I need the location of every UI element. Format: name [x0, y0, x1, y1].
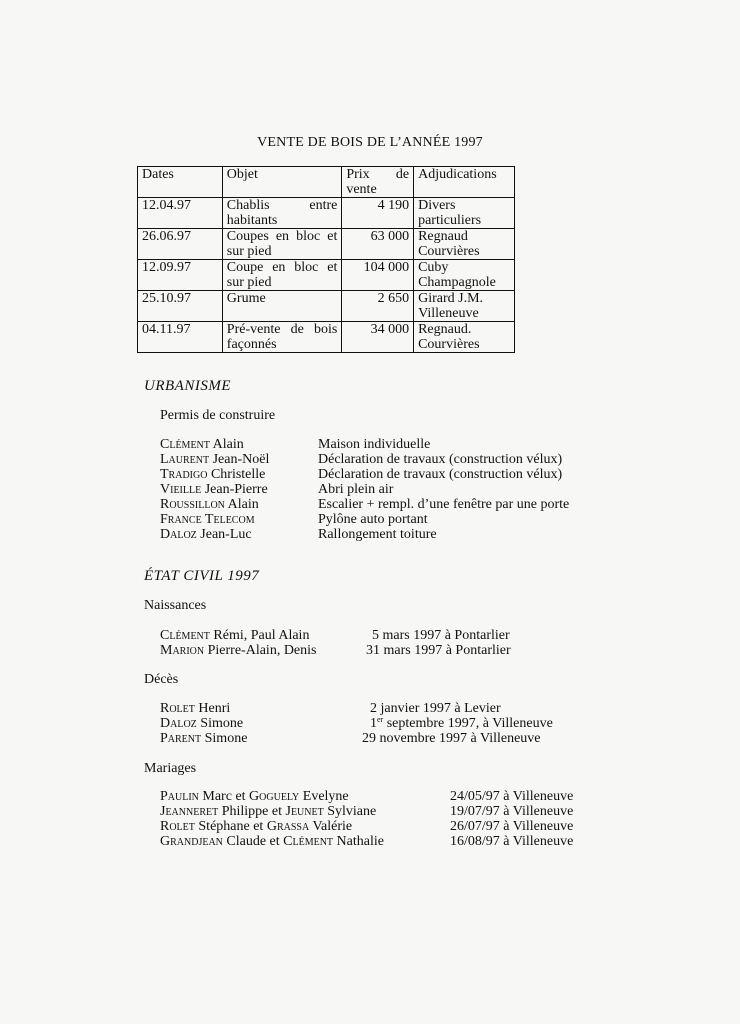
list-item: [160, 437, 569, 452]
header-adjudications: Adjudications: [414, 167, 515, 198]
subheading-naissances: Naissances: [144, 598, 207, 613]
event-detail: 24/05/97 à Villeneuve: [450, 789, 574, 804]
cell-prix: 34 000: [342, 322, 414, 353]
applicant-name: Daloz Jean-Luc: [160, 527, 252, 542]
cell-date: 25.10.97: [138, 291, 223, 322]
timber-sales-table: [137, 166, 515, 353]
cell-prix: 2 650: [342, 291, 414, 322]
person-name: Daloz Simone: [160, 716, 244, 731]
applicant-name: Clément Alain: [160, 437, 244, 452]
cell-date: 04.11.97: [138, 322, 223, 353]
section-heading-etat-civil: ÉTAT CIVIL 1997: [144, 568, 260, 584]
table-row: [138, 229, 515, 260]
marriages-list: [160, 789, 573, 849]
cell-adjudication: Regnaud. Courvières: [414, 322, 515, 353]
couple-names: Grandjean Claude et Clément Nathalie: [160, 834, 384, 849]
table-row: [138, 198, 515, 229]
table-row: [138, 291, 515, 322]
table-header-row: [138, 167, 515, 198]
couple-names: Jeanneret Philippe et Jeunet Sylviane: [160, 804, 377, 819]
couple-names: Paulin Marc et Goguely Evelyne: [160, 789, 349, 804]
section-heading-urbanisme: URBANISME: [144, 378, 231, 394]
event-detail: 31 mars 1997 à Pontarlier: [366, 643, 511, 658]
cell-objet: Pré-vente de bois façonnés: [222, 322, 342, 353]
deaths-list: [160, 701, 553, 746]
applicant-name: Laurent Jean-Noël: [160, 452, 270, 467]
list-item: [160, 512, 569, 527]
event-detail: 2 janvier 1997 à Levier: [370, 701, 501, 716]
list-item: [160, 701, 553, 716]
person-name: Clément Rémi, Paul Alain: [160, 628, 310, 643]
cell-adjudication: Girard J.M. Villeneuve: [414, 291, 515, 322]
page-title: VENTE DE BOIS DE L’ANNÉE 1997: [257, 135, 483, 150]
event-detail: 29 novembre 1997 à Villeneuve: [362, 731, 541, 746]
cell-adjudication: Regnaud Courvières: [414, 229, 515, 260]
applicant-name: Vieille Jean-Pierre: [160, 482, 268, 497]
event-detail: 1er septembre 1997, à Villeneuve: [370, 715, 553, 731]
event-detail: 19/07/97 à Villeneuve: [450, 804, 574, 819]
work-description: Déclaration de travaux (construction vélux): [318, 452, 563, 467]
list-item: [160, 482, 569, 497]
subheading-mariages: Mariages: [144, 761, 197, 776]
list-item: [160, 497, 569, 512]
cell-objet: Coupe en bloc et sur pied: [222, 260, 342, 291]
work-description: Déclaration de travaux (construction vélux): [318, 467, 563, 482]
cell-prix: 63 000: [342, 229, 414, 260]
work-description: Abri plein air: [318, 482, 394, 497]
work-description: Escalier + rempl. d’une fenêtre par une porte: [318, 497, 570, 512]
person-name: Parent Simone: [160, 731, 248, 746]
header-objet: Objet: [222, 167, 342, 198]
applicant-name: Roussillon Alain: [160, 497, 259, 512]
cell-objet: Coupes en bloc et sur pied: [222, 229, 342, 260]
applicant-name: France Telecom: [160, 512, 255, 527]
cell-objet: Grume: [222, 291, 342, 322]
list-item: [160, 467, 569, 482]
applicant-name: Tradigo Christelle: [160, 467, 266, 482]
work-description: Rallongement toiture: [318, 527, 437, 542]
cell-adjudication: Divers particuliers: [414, 198, 515, 229]
list-item: [160, 643, 511, 658]
list-item: [160, 834, 573, 849]
header-prix: Prix de vente: [342, 167, 414, 198]
list-item: [160, 789, 573, 804]
cell-objet: Chablis entre habitants: [222, 198, 342, 229]
births-list: [160, 628, 511, 658]
event-detail: 26/07/97 à Villeneuve: [450, 819, 574, 834]
couple-names: Rolet Stéphane et Grassa Valérie: [160, 819, 353, 834]
cell-date: 26.06.97: [138, 229, 223, 260]
list-item: [160, 527, 569, 542]
cell-date: 12.09.97: [138, 260, 223, 291]
table-row: [138, 260, 515, 291]
cell-adjudication: Cuby Champagnole: [414, 260, 515, 291]
list-item: [160, 452, 569, 467]
list-item: [160, 819, 573, 834]
subheading-permis: Permis de construire: [160, 408, 276, 423]
list-item: [160, 731, 553, 746]
work-description: Maison individuelle: [318, 437, 431, 452]
subheading-deces: Décès: [144, 672, 179, 687]
header-dates: Dates: [138, 167, 223, 198]
person-name: Rolet Henri: [160, 701, 231, 716]
cell-prix: 4 190: [342, 198, 414, 229]
list-item: [160, 628, 511, 643]
event-detail: 5 mars 1997 à Pontarlier: [372, 628, 510, 643]
cell-date: 12.04.97: [138, 198, 223, 229]
permits-list: [160, 437, 569, 542]
list-item: [160, 804, 573, 819]
table-row: [138, 322, 515, 353]
work-description: Pylône auto portant: [318, 512, 428, 527]
person-name: Marion Pierre-Alain, Denis: [160, 643, 317, 658]
list-item: [160, 716, 553, 731]
cell-prix: 104 000: [342, 260, 414, 291]
event-detail: 16/08/97 à Villeneuve: [450, 834, 574, 849]
